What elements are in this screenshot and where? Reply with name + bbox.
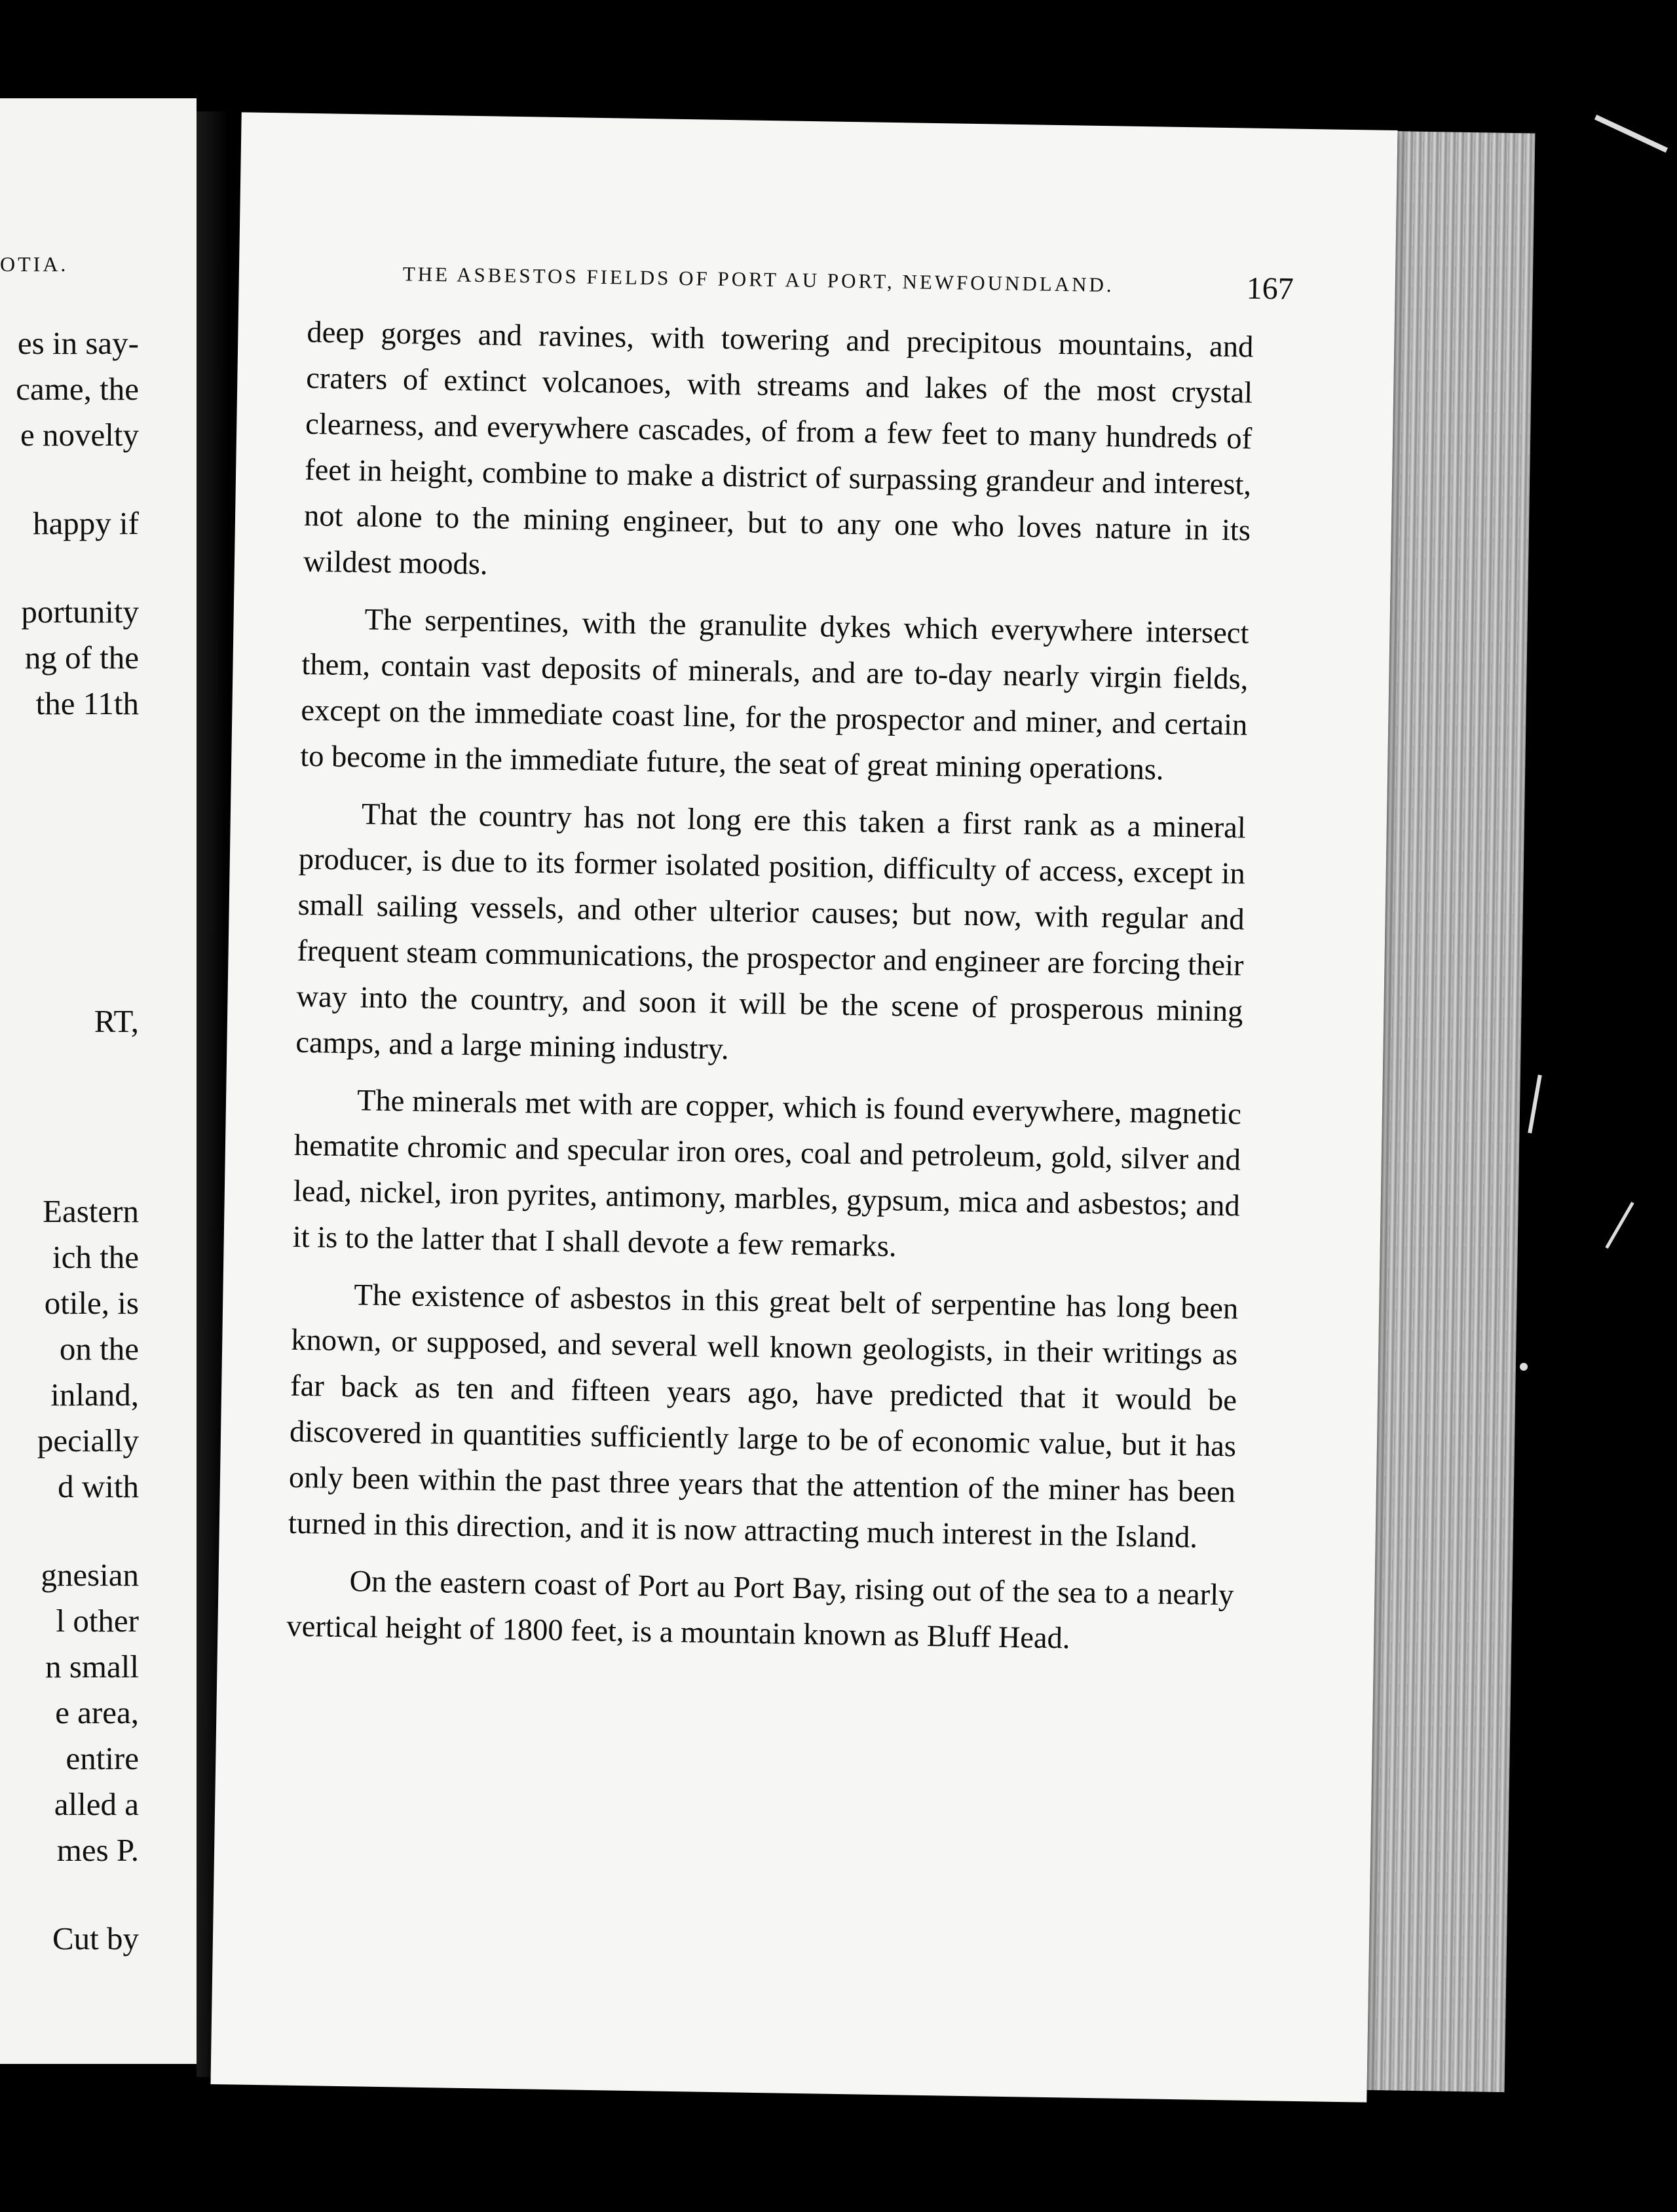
left-line: e novelty [20, 417, 139, 453]
left-line: Eastern [43, 1193, 139, 1229]
dust-mark [1528, 1075, 1542, 1134]
left-line: e area, [55, 1694, 139, 1730]
paragraph: The existence of asbestos in this great belt of serpentine has long been known, or supposed, and several well known geologists, in their writings as far back as ten and fifteen years ago, have predicted that it would be discovered in quantities sufficiently large to be of economic value, but it has only been within the past three years that the attention of the miner has been turned in this direction, and it is now attracting much interest in the Island. [288, 1278, 1239, 1555]
running-title: THE ASBESTOS FIELDS OF PORT AU PORT, NEWFOUNDLAND. [402, 262, 1114, 297]
body-text [286, 310, 1254, 1675]
left-line: ng of the [24, 639, 139, 676]
paragraph: That the country has not long ere this taken a first rank as a mineral producer, is due to its former isolated position, difficulty of access, except in small sailing vessels, and other ulterior causes; but now, with regular and frequent steam communications, the prospector and engineer are forcing their way into the country, and soon it will be the scene of prosperous mining camps, and a large mining industry. [295, 797, 1247, 1067]
left-line: es in say- [17, 325, 139, 361]
paragraph: deep gorges and ravines, with towering and precipitous mountains, and craters of extinct volcanoes, with streams and lakes of the most crystal clearness, and everywhere cascades, of from a few feet to many hundreds of feet in height, combine to make a district of surpassing grandeur and interest, not alone to the mining engineer, but to any one who loves nature in its wildest moods. [303, 315, 1254, 582]
left-line: portunity [21, 594, 139, 630]
left-facing-page [0, 98, 197, 2064]
left-line: entire [66, 1740, 139, 1776]
paragraph: The serpentines, with the granulite dykes which everywhere intersect them, contain vast deposits of minerals, and are to-day nearly virgin fields, except on the immediate coast line, for the prospector and miner, and certain to become in the immediate future, the seat of great mining operations. [299, 603, 1249, 787]
paragraph: The minerals met with are copper, which is found everywhere, magnetic hematite chromic and specular iron ores, coal and petroleum, gold, silver and lead, nickel, iron pyrites, antimony, marbles, gypsum, mica and asbestos; and it is to the latter that I shall devote a few remarks. [292, 1084, 1242, 1264]
dust-mark [1594, 115, 1668, 153]
left-line: l other [56, 1603, 139, 1639]
page-number: 167 [1246, 271, 1294, 307]
paragraph: On the eastern coast of Port au Port Bay, rising out of the sea to a nearly vertical height of 1800 feet, is a mountain known as Bluff Head. [286, 1565, 1234, 1656]
left-line: ich the [52, 1239, 139, 1275]
dust-mark [1605, 1202, 1634, 1249]
dust-mark [1520, 1363, 1528, 1371]
left-line: gnesian [41, 1557, 139, 1593]
left-line: mes P. [56, 1832, 139, 1868]
left-line: came, the [16, 371, 139, 407]
left-line: happy if [33, 505, 139, 541]
left-line: pecially [37, 1422, 139, 1459]
left-line: alled a [54, 1786, 139, 1822]
left-line: n small [45, 1649, 139, 1685]
book-page [210, 112, 1397, 2102]
left-line: d with [58, 1468, 139, 1504]
left-line: RT, [94, 1003, 139, 1039]
left-line: the 11th [35, 685, 139, 721]
left-line: otile, is [44, 1285, 139, 1321]
left-line: Cut by [52, 1920, 139, 1956]
left-running-head: OTIA. [0, 252, 69, 276]
left-line: on the [59, 1331, 139, 1367]
left-line: inland, [50, 1377, 139, 1413]
page-header [402, 262, 1294, 315]
